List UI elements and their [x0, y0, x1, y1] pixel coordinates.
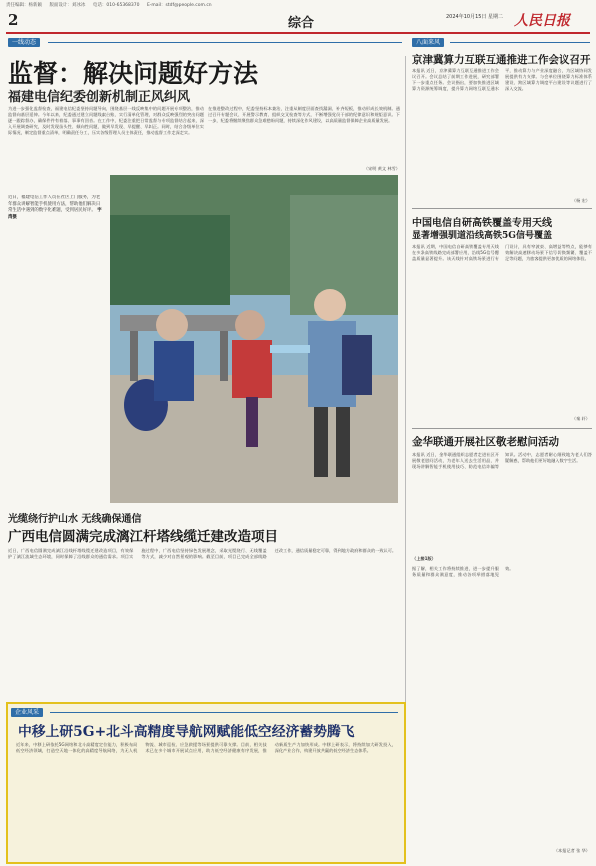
subheadline-main: 福建电信纪委创新机制正风纠风: [8, 90, 191, 105]
right-tag-rule: [450, 42, 590, 43]
article-two-subheadline: 光缆绕行护山水 无线确保通信: [8, 514, 142, 525]
main-article-body-left: 为进一步强化监督检查，福建电信纪委坚持问题导向，围绕基层一线反映集中的问题开展专项整治，推动监督向基层延伸。今年以来，纪委通过建立问题线索台账、实行清单化管理，对群众反映强烈的突出问题逐一跟踪督办，确保件件有着落、事事有回音。在工作中，纪委注重把日常监督与专项监督结合起来，深入开展调查研究，及时发现苗头性、倾向性问题，做到早发现、早提醒、早纠正。同时，结合各级单位实际情况，制定监督重点清单，明确责任分工，压实各级管理人员主体责任，推动监督工作走深走实。: [8, 106, 204, 136]
article-two-body: 近日，广西电信圆满完成漓江沿线杆塔线缆迁建改造项目，有效保护了漓江流域生态环境，同时保障了沿线群众的通信需求。项目实施过程中，广西电信坚持绿色发展理念，采取光缆绕行、无线覆盖等方式，减少对自然景观的影响。截至目前，项目已完成全部线路迁改工作，通信质量稳定可靠，得到地方政府和群众的一致认可。: [8, 548, 397, 560]
topbar-editor: 责任编辑：杨新颖: [6, 3, 42, 8]
right-article3-body: 本报讯 近日，金华联通组织志愿者走进社区开展敬老慰问活动，为老年人送去生活用品，并现场讲解智能手机使用技巧、防范电信诈骗等知识。活动中，志愿者耐心细致地为老人们答疑解惑，帮助他们更好地融入数字生活。: [412, 452, 592, 470]
right-divider-2: [412, 428, 592, 429]
photo-credit: 宇湾摄: [8, 208, 102, 220]
highlight-headline: 中移上研5G+北斗高精度导航网赋能低空经济蓄势腾飞: [18, 724, 355, 740]
section-tag-frontline: 一线动态: [8, 38, 40, 47]
right-article1-headline: 京津冀算力互联互通推进工作会议召开: [412, 54, 591, 66]
right-divider-1: [412, 208, 592, 209]
newspaper-logo: 人民日报: [514, 13, 570, 29]
highlight-body: 近年来，中移上研依托5G网络和北斗高精度定位能力，积极布局低空经济领域，打造空天地一体化的高精度导航网络，为无人机物流、城市巡检、应急救援等场景提供可靠支撑。目前，相关技术已在多个城市开展试点应用，助力低空经济健康有序发展，推动新质生产力加快形成。中移上研表示，将持续加大研发投入，深化产业合作，构建开放共赢的低空经济生态体系。: [16, 742, 396, 754]
tag-rule: [48, 42, 402, 43]
right-article2-headline: 中国电信自研高铁覆盖专用天线: [412, 218, 552, 229]
page-header: [6, 10, 590, 34]
section-title: 综合: [288, 16, 315, 31]
right-article1-body: 本报讯 近日，京津冀算力互联互通推进工作会议召开。会议总结了前期工作进展，研究部署下一步重点任务。会议指出，要加快推进区域算力资源统筹调度，提升算力网络互联互通水平，推动算力与产业深度融合，为区域协同发展提供有力支撑。与会单位围绕算力标准体系建设、跨区域算力调度平台建设等议题进行了深入交流。: [412, 68, 592, 92]
right-article3-note: （上接1版）: [412, 556, 436, 561]
section-tag-eight-winds: 八面来风: [412, 38, 444, 47]
page-number: 2: [8, 11, 19, 29]
news-photo: [110, 175, 398, 503]
right-article3-headline: 金华联通开展社区敬老慰问活动: [412, 436, 559, 448]
right-article3-author: （本报记者 张 华）: [553, 848, 590, 853]
photo-caption: [8, 195, 104, 275]
main-article-author: （宋明 黄文 林雪）: [363, 166, 400, 171]
main-article-body-right: 在推进整改过程中，纪委坚持标本兼治，注重从制度层面查找漏洞、补齐短板，推动形成长效机制。通过召开专题会议、开展警示教育、组织交叉检查等方式，不断增强党员干部的纪律意识和规矩意识。下一步，纪委将继续聚焦群众急难愁盼问题，持续深化作风建设，以高质量监督保障企业高质量发展。: [208, 106, 400, 124]
issue-date: 2024年10月15日 星期二: [446, 14, 504, 20]
highlight-box: [6, 702, 406, 864]
right-article3-body-continued: 据了解，相关工作将持续推进，进一步提升服务质量和群众满意度，推动各项举措落地见效。: [412, 566, 514, 578]
headline-main: 监督：解决问题好方法: [8, 59, 259, 88]
highlight-tag: 企业风采: [11, 708, 43, 717]
right-article2-author: （秦 轩）: [571, 416, 590, 421]
top-info-bar: [6, 2, 590, 10]
right-article2-body: 本报讯 近期，中国电信自研高铁覆盖专用天线在多条高铁线路完成部署应用，沿线5G信号覆盖质量显著提升。该天线针对高铁场景进行专门设计，具有窄波束、高增益等特点，能够有效解决高速移动场景下信号切换频繁、覆盖不足等问题，为旅客提供更加优质的网络体验。: [412, 244, 592, 262]
topbar-designer: 版面设计：刘冰冰: [49, 3, 86, 8]
news-photo-illustration: [110, 175, 398, 503]
photo-caption-text: 近日，福建电信工作人员在社区上门服务，为老年群众讲解智能手机使用方法，帮助他们解决日常生活中遇到的数字化难题，受到居民好评。: [8, 195, 101, 214]
highlight-tag-rule: [50, 712, 398, 713]
right-article2-headline2: 显著增强驯道沿线高铁5G信号覆盖: [412, 231, 552, 241]
topbar-email: E-mail：stdf@people.com.cn: [146, 3, 212, 8]
article-two-headline: 广西电信圆满完成漓江杆塔线缆迁建改造项目: [8, 529, 278, 545]
topbar-phone: 电话：010-65368370: [92, 3, 140, 8]
right-article1-author: （杨 宏）: [571, 198, 590, 203]
